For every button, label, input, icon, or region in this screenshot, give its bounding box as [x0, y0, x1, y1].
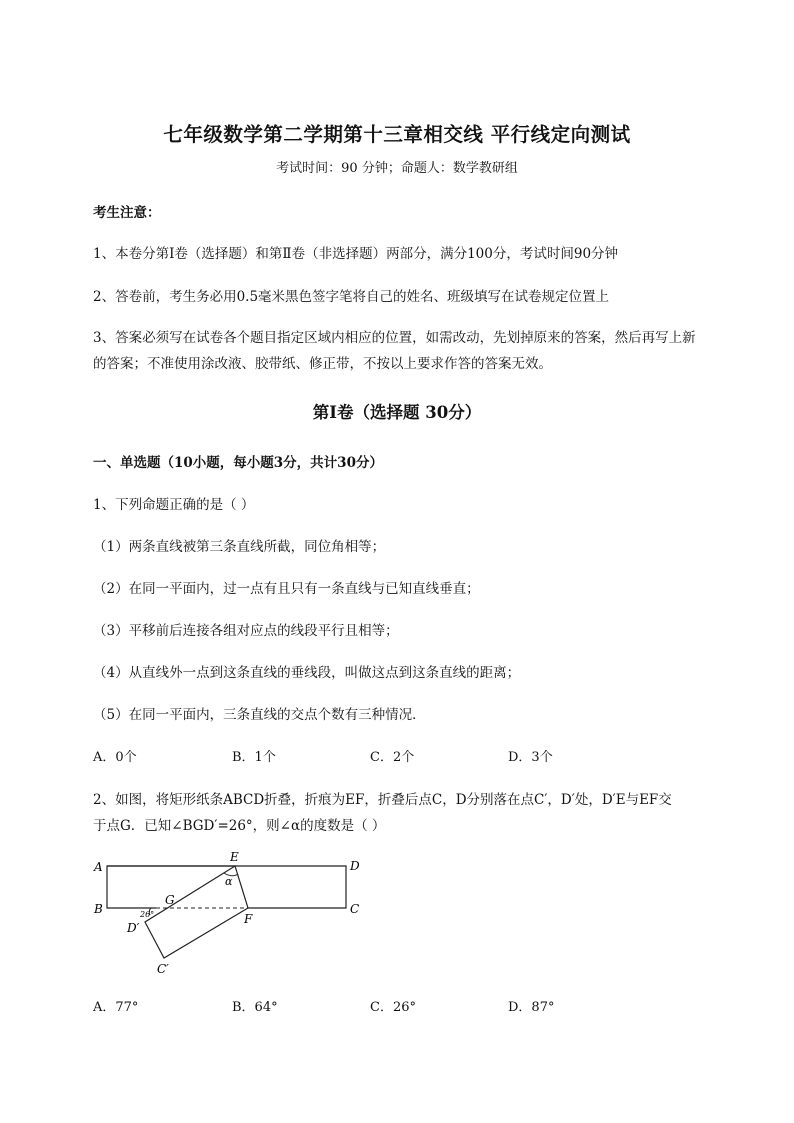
label-c-prime: C′: [157, 962, 169, 976]
label-alpha: α: [225, 875, 233, 888]
label-g: G: [165, 893, 175, 907]
label-d-prime: D′: [127, 921, 140, 935]
notice-item-1: 1、本卷分第Ⅰ卷（选择题）和第Ⅱ卷（非选择题）两部分，满分100分，考试时间90分钟: [93, 246, 619, 262]
q1-option-b[interactable]: B．1个: [232, 750, 276, 765]
notice-item-3-cont: 的答案；不准使用涂改液、胶带纸、修正带，不按以上要求作答的答案无效。: [93, 356, 552, 372]
q1-option-d[interactable]: D．3个: [508, 750, 553, 765]
label-angle-26: 26°: [140, 910, 155, 919]
q2-option-d[interactable]: D．87°: [508, 1000, 555, 1015]
label-f: F: [244, 912, 253, 926]
folded-rectangle-figure: [88, 846, 373, 978]
label-d: D: [350, 859, 360, 873]
q2-option-b[interactable]: B．64°: [232, 1000, 278, 1015]
label-a: A: [94, 860, 103, 874]
section-title: 第Ⅰ卷（选择题 30分）: [312, 403, 482, 422]
q2-option-a[interactable]: A．77°: [93, 1000, 139, 1015]
exam-info: 考试时间：90 分钟；命题人：数学教研组: [276, 161, 518, 176]
q2-option-c[interactable]: C．26°: [370, 1000, 416, 1015]
q1-statement-2: （2）在同一平面内，过一点有且只有一条直线与已知直线垂直；: [93, 581, 480, 597]
notice-item-2: 2、答卷前，考生务必用0.5毫米黑色签字笔将自己的姓名、班级填写在试卷规定位置上: [93, 289, 610, 305]
q1-stem: 1、下列命题正确的是（ ）: [93, 497, 255, 513]
q1-option-c[interactable]: C．2个: [370, 750, 415, 765]
page-title: 七年级数学第二学期第十三章相交线 平行线定向测试: [163, 123, 631, 146]
q2-stem-line1: 2、如图，将矩形纸条ABCD折叠，折痕为EF，折叠后点C，D分别落在点C′，D′处，D′E与EF交: [93, 792, 672, 808]
label-b: B: [94, 902, 103, 916]
q1-statement-3: （3）平移前后连接各组对应点的线段平行且相等；: [93, 623, 399, 639]
folded-flap: [145, 866, 248, 958]
label-c: C: [350, 902, 360, 916]
q1-statement-5: （5）在同一平面内，三条直线的交点个数有三种情况．: [93, 707, 426, 723]
label-e: E: [230, 850, 239, 864]
q2-stem-line2: 于点G．已知∠BGD′=26°，则∠α的度数是（ ）: [93, 818, 386, 834]
notice-heading: 考生注意：: [93, 205, 161, 221]
notice-item-3: 3、答案必须写在试卷各个题目指定区域内相应的位置，如需改动，先划掉原来的答案，然后再写上新: [93, 330, 696, 346]
q1-option-a[interactable]: A．0个: [93, 750, 137, 765]
q1-statement-1: （1）两条直线被第三条直线所截，同位角相等；: [93, 539, 386, 555]
q1-statement-4: （4）从直线外一点到这条直线的垂线段，叫做这点到这条直线的距离；: [93, 665, 521, 681]
part-heading: 一、单选题（10小题，每小题3分，共计30分）: [93, 455, 383, 471]
